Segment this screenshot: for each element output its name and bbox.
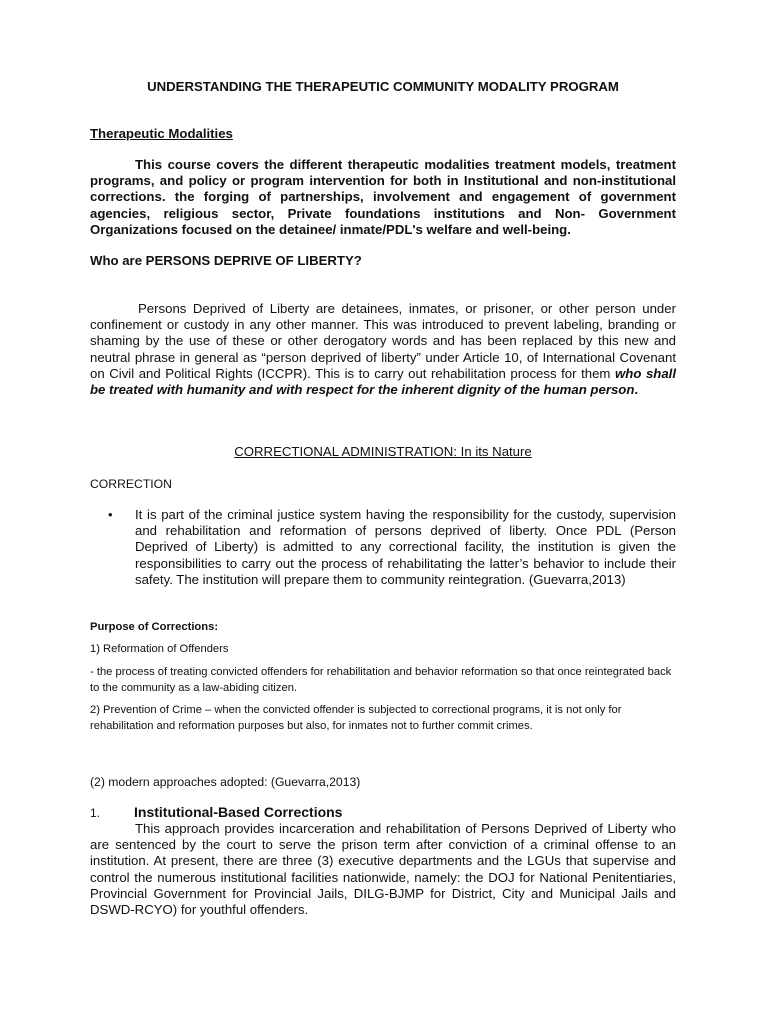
approach-item1-number: 1.	[90, 806, 101, 820]
bullet-icon: •	[108, 507, 113, 522]
correction-bullet-text: It is part of the criminal justice system having the responsibility for the custody, supervision and rehabilitation and reformation of persons deprived of liberty. Once PDL (Person Deprived of Liberty) is admitted to any correctional facility, the institution is given the responsibilities to carry out the process of rehabilitating the latter’s behavior to include their safety. The institution will prepare them to community reintegration. (Guevarra,2013)	[135, 507, 676, 587]
pdl-emphasis: who shall be treated with humanity and with respect for the inherent dignity of the human person	[90, 365, 676, 398]
purpose-item2-text: 2) Prevention of Crime – when the convicted offender is subjected to correctional programs, it is not only for rehabilitation and reformation purposes but also, for inmates not to further commit crimes.	[90, 704, 622, 732]
approaches-intro: (2) modern approaches adopted: (Guevarra,2013)	[90, 775, 361, 789]
purpose-item1-title: 1) Reformation of Offenders	[90, 643, 229, 655]
approach-item1-heading	[90, 804, 676, 821]
pdl-emphasis-end: .	[634, 382, 639, 398]
pdl-paragraph-text: Persons Deprived of Liberty are detainees, inmates, or prisoner, or other person under confinement or custody in any other manner. This was introduced to prevent labeling, branding or shaming by the use of these or other derogatory words and has been replaced by this new and neutral phrase in general as “person deprived of liberty” under Article 10, of International Covenant on Civil and Political Rights (ICCPR). This is to carry out rehabilitation process for them	[90, 301, 676, 381]
document-title: UNDERSTANDING THE THERAPEUTIC COMMUNITY MODALITY PROGRAM	[147, 79, 619, 94]
correctional-administration-heading: CORRECTIONAL ADMINISTRATION: In its Nature	[234, 444, 532, 459]
therapeutic-modalities-paragraph: This course covers the different therapeutic modalities treatment models, treatment programs, and policy or program intervention for both in Institutional and non-institutional corrections. the forging of partnerships, involvement and engagement of government agencies, religious sector, Private foundations institutions and Non- Government Organizations focused on the detainee/ inmate/PDL's welfare and well-being.	[90, 157, 676, 237]
pdl-heading: Who are PERSONS DEPRIVE OF LIBERTY?	[90, 253, 362, 268]
approach-item1-title: Institutional-Based Corrections	[134, 804, 343, 820]
correction-label: CORRECTION	[90, 477, 172, 491]
purpose-item1-text: - the process of treating convicted offenders for rehabilitation and behavior reformation so that once reintegrated back to the community as a law-abiding citizen.	[90, 666, 672, 694]
therapeutic-modalities-heading: Therapeutic Modalities	[90, 126, 233, 141]
purpose-heading: Purpose of Corrections:	[90, 621, 219, 633]
pdl-paragraph	[90, 301, 676, 398]
approach-item1-text: This approach provides incarceration and rehabilitation of Persons Deprived of Liberty who are sentenced by the court to serve the prison term after conviction of a criminal offense to an institution. At present, there are three (3) executive departments and the LGUs that supervise and control the numerous institutional facilities nationwide, namely: the DOJ for National Penitentiaries, Provincial Government for Provincial Jails, DILG-BJMP for District, City and Municipal Jails and DSWD-RCYO) for youthful offenders.	[90, 821, 676, 918]
